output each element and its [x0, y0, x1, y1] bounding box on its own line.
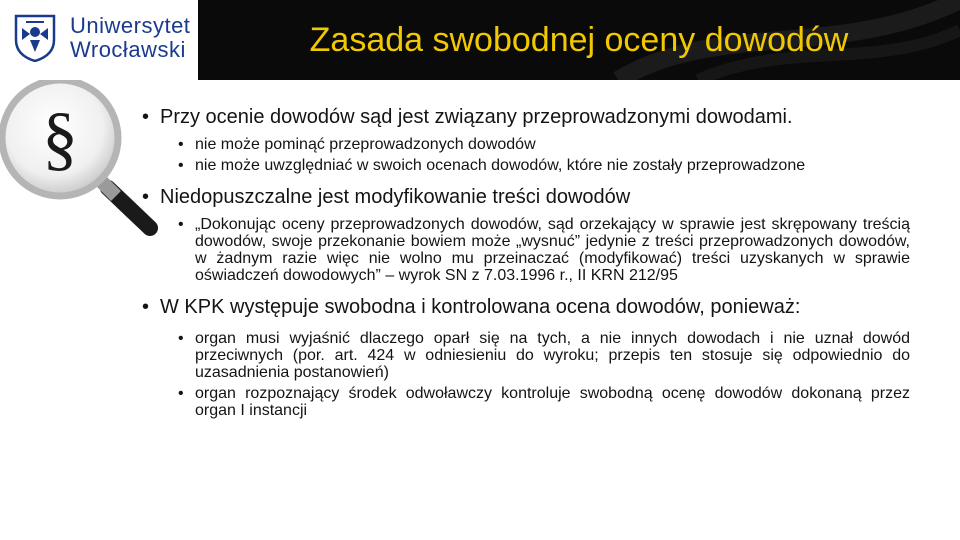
slide-content: [140, 106, 910, 419]
sub-bullet-2-1: • „Dokonując oceny przeprowadzonych dowodów, sąd orzekający w sprawie jest skrępowany treścią dowodów, swoje przekonanie bowiem może „wysnuć” jedynie z treści przeprowadzonych dowodów, w żadnym razie więc nie wolno mu przeinaczać (modyfikować) treści uzyskanych w sprawie oświadczeń dowodowych” – wyrok SN z 7.03.1996 r., II KRN 212/95: [140, 216, 910, 284]
bullet-2: • Niedopuszczalne jest modyfikowanie treści dowodów: [140, 186, 910, 208]
logo-line-1: Uniwersytet: [70, 13, 191, 38]
slide-title: Zasada swobodnej oceny dowodów: [309, 21, 849, 59]
logo-line-2: Wrocławski: [70, 37, 186, 62]
sub-bullet-1-2: • nie może uwzględniać w swoich ocenach dowodów, które nie zostały przeprowadzone: [140, 157, 910, 174]
sub-bullet-1-1: • nie może pominąć przeprowadzonych dowodów: [140, 136, 910, 153]
university-logo: [0, 0, 198, 72]
university-crest-icon: [12, 12, 58, 62]
svg-text:§: §: [42, 98, 78, 178]
sub-bullet-3-1: • organ musi wyjaśnić dlaczego oparł się na tych, a nie innych dowodach i nie uznał dowód przeciwnych (por. art. 424 w odniesieniu do wyroku; przepis ten stosuje się odpowiednio do uzasadnienia postanowień): [140, 330, 910, 381]
sub-bullet-3-2: • organ rozpoznający środek odwoławczy kontroluje swobodną ocenę dowodów dokonaną przez organ I instancji: [140, 385, 910, 419]
slide-header: [198, 0, 960, 80]
logo-text: [70, 14, 190, 62]
bullet-1: • Przy ocenie dowodów sąd jest związany przeprowadzonymi dowodami.: [140, 106, 910, 128]
bullet-3: • W KPK występuje swobodna i kontrolowana ocena dowodów, ponieważ:: [140, 296, 910, 318]
